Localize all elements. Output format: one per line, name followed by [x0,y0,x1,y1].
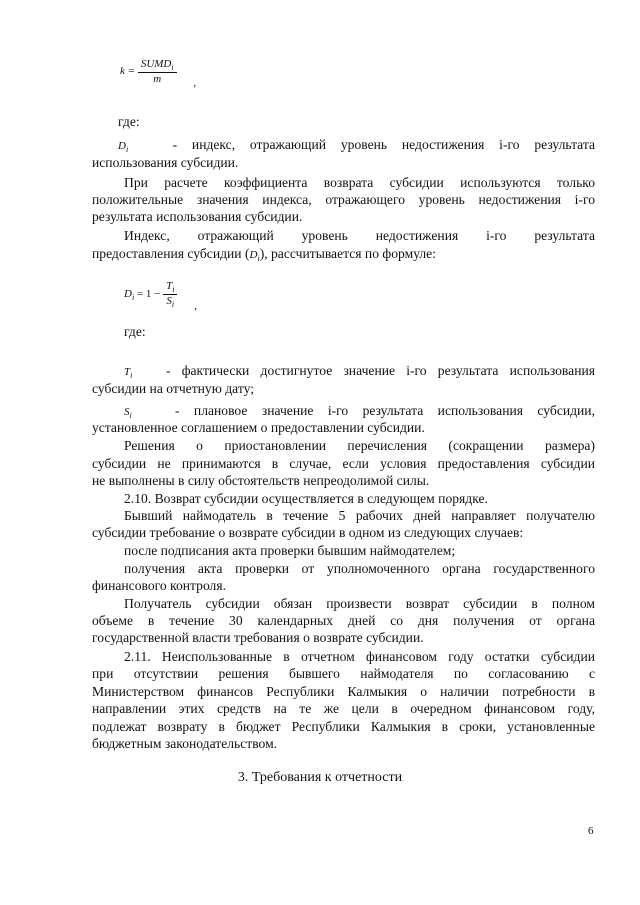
p7-line-2: финансового контроля. [92,578,226,593]
formula-k-comma: , [193,77,197,90]
p3-line-2: субсидии не принимаются в случае, если условия предоставления субсидии [92,456,595,471]
p9-line-3: Министерством финансов Республики Калмыкия о наличии потребности в [92,684,595,699]
p1-line-1: При расчете коэффициента возврата субсидии используются только [124,175,595,190]
formula-di-numerator: T [166,280,173,292]
p2-line-1: Индекс, отражающий уровень недостижения i-го результата [124,228,595,243]
formula-k-denominator: m [153,73,162,86]
ti-symbol: $T_i$ [124,366,133,381]
where-label-1: где: [118,114,140,129]
p3-line-3: не выполнены в силу обстоятельств непреодолимой силы. [92,473,430,488]
p5-line-2: субсидии требование о возврате субсидии в одном из следующих случаев: [92,525,524,540]
p8-line-3: государственной власти требования о возврате субсидии. [92,630,424,645]
formula-di-lhs: $D_i$ [124,288,135,303]
p4-line: 2.10. Возврат субсидии осуществляется в следующем порядке. [124,491,488,506]
p9-line-1: 2.11. Неиспользованные в отчетном финансовом году остатки субсидии [124,649,595,664]
p9-line-4: направлении этих средств на те же цели в очередном финансовом году, [92,701,595,716]
di-symbol: $D_i$ [118,140,129,155]
formula-k-numerator: SUMD [140,58,172,70]
p9-line-6: бюджетным законодательством. [92,736,278,751]
p7-line-1: получения акта проверки от уполномоченного органа государственного [124,561,595,576]
page-number: 6 [588,825,594,837]
formula-k-fraction [138,58,177,85]
p1-line-2: положительные значения индекса, отражающего уровень недостижения i-го [92,192,595,207]
p9-line-2: при отсутствии решения бывшего наймодателя по согласованию с [92,666,595,681]
formula-k-lhs: k = [120,65,136,78]
p6-line: после подписания акта проверки бывшим наймодателем; [124,543,456,558]
ti-definition-text: - фактически достигнутое значение i-го результата использования [165,363,595,378]
formula-di-eq: = 1 − [136,288,161,301]
p5-line-1: Бывший наймодатель в течение 5 рабочих дней направляет получателю [124,508,595,523]
p3-line-1: Решения о приостановлении перечисления (сокращении размера) [124,438,595,453]
section-heading: 3. Требования к отчетности [237,770,403,785]
p8-line-1: Получатель субсидии обязан произвести возврат субсидии в полном [124,596,595,611]
formula-di-fraction: $\frac{T_i}{S_i}$ [163,280,177,309]
p2-line-2 [92,245,595,267]
p8-line-2: объеме в течение 30 календарных дней со дня получения от органа [92,613,595,628]
formula-di-denominator: S [166,295,172,308]
si-definition-text: - плановое значение i-го результата использования субсидии, [174,403,595,418]
where-label-2: где: [124,324,146,339]
p2-line-2-start: предоставления субсидии ( [92,246,250,261]
ti-definition-line-2: субсидии на отчетную дату; [92,381,255,396]
formula-di-comma: , [194,300,197,313]
p2-line-2-end: ), рассчитывается по формуле: [259,246,436,261]
si-symbol: $S_i$ [124,406,132,421]
formula-k-numerator-sub: i [171,63,174,73]
si-definition-line-2: установленное соглашением о предоставлении субсидии. [92,420,425,435]
formula-di [124,280,197,313]
di-definition-line-2: использования субсидии. [92,155,239,170]
p1-line-3: результата использования субсидии. [92,209,303,224]
formula-k [120,58,197,90]
di-symbol-inline: $D_i$ [249,249,260,264]
p9-line-5: подлежат возврату в бюджет Республики Калмыкия в сроки, установленные [92,719,595,734]
di-definition-text: - индекс, отражающий уровень недостижения i-го результата [172,137,595,152]
